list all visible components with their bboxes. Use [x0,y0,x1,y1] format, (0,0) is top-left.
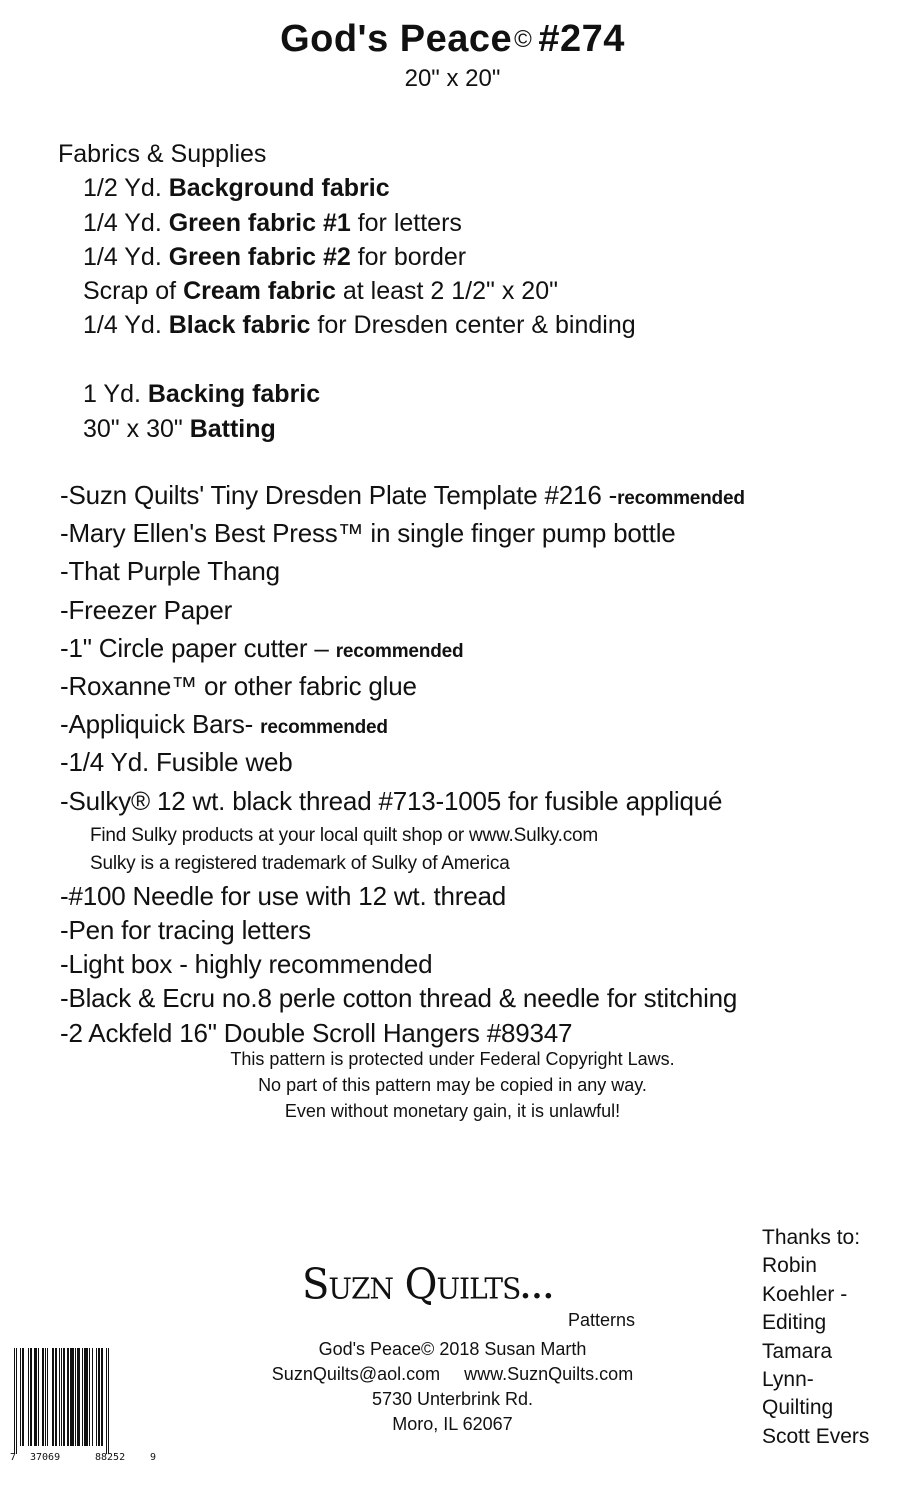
thanks-line: Thanks to: [762,1226,861,1249]
supply-item: -2 Ackfeld 16" Double Scroll Hangers #89347 [60,1017,573,1048]
supply-text: -1" Circle paper cutter – [60,632,336,663]
supplies-section [60,478,745,1050]
street-address: 5730 Unterbrink Rd. [371,1389,534,1409]
supply-item [60,516,745,554]
recommended-tag: recommended [335,640,464,662]
barcode-bar [20,1348,21,1446]
barcode-bar [108,1348,109,1454]
supply-item [60,707,745,745]
barcode-bar [67,1348,69,1446]
barcode [10,1348,158,1466]
fabric-qty: Scrap of [83,277,184,306]
fabric-qty: 1/4 Yd. [83,311,169,340]
supply-item [60,631,745,669]
barcode-bar [45,1348,46,1446]
supply-item [60,784,745,822]
copyright-line: Even without monetary gain, it is unlawful! [284,1101,621,1121]
fabric-item [58,171,636,205]
supply-item: -Pen for tracing letters [60,915,311,946]
barcode-bar [59,1348,60,1446]
fabric-name: Background fabric [168,174,390,203]
sulky-notes [60,822,745,878]
barcode-bar [82,1348,83,1446]
fabric-name: Black fabric [168,311,311,340]
supply-item: -Light box - highly recommended [60,949,433,980]
contact-block [240,1337,665,1437]
fabric-name: Cream fabric [183,277,336,306]
barcode-digits-left: 37069 [30,1452,61,1463]
fabric-use: at least 2 1/2" x 20" [335,277,558,306]
supply-item: -Black & Ecru no.8 perle cotton thread & needle for stitching [60,983,738,1014]
supply-item: -#100 Needle for use with 12 wt. thread [60,880,507,911]
contact-row [240,1362,665,1387]
fabric-name: Green fabric #2 [168,242,351,271]
copyright-notice [0,1046,905,1124]
email-link: SuznQuilts@aol.com [271,1364,441,1384]
spacer [58,343,636,378]
quilt-size: 20" x 20" [404,65,501,92]
fabric-use: for border [350,242,467,271]
supply-text: -Freezer Paper [60,594,233,625]
barcode-bar [52,1348,54,1446]
fabric-item [58,377,636,411]
fabrics-section [58,137,636,446]
fabric-item [58,240,636,274]
barcode-bar [84,1348,87,1446]
city-address: Moro, IL 62067 [392,1414,513,1434]
barcode-bar [34,1348,37,1446]
barcode-digits-right: 88252 [95,1452,126,1463]
website-link: www.SuznQuilts.com [464,1364,634,1384]
barcode-digit-first: 7 [10,1452,17,1463]
thanks-line: Koehler - [762,1282,848,1306]
copyright-line: This pattern is protected under Federal Copyright Laws. [230,1049,675,1069]
thanks-line: Quilting [762,1396,834,1420]
fabric-name: Backing fabric [147,380,321,409]
barcode-bar [106,1348,107,1454]
barcode-bars [14,1348,152,1446]
fabric-use: for Dresden center & binding [310,311,636,340]
supply-item [60,478,745,516]
thanks-line: Robin [762,1254,817,1278]
barcode-bar [77,1348,79,1446]
supply-item [60,554,745,592]
thanks-block [762,1224,869,1451]
barcode-bar [92,1348,93,1446]
fabric-qty: 30" x 30" [83,414,190,443]
supply-item [60,593,745,631]
barcode-bar [89,1348,90,1446]
barcode-bar [96,1348,97,1446]
fabric-qty: 1/4 Yd. [83,242,169,271]
logo-patterns: Patterns [568,1310,636,1330]
page-title [0,18,905,61]
supply-text: -Appliquick Bars- [60,709,261,740]
supply-item [60,669,745,707]
recommended-tag: recommended [260,717,388,739]
title-name: God's Peace [280,18,513,60]
fabric-item [58,308,636,342]
supply-text: -Roxanne™ or other fabric glue [60,671,417,702]
thanks-line: Editing [762,1311,827,1335]
supply-text: -That Purple Thang [60,556,280,587]
fabric-qty: 1/2 Yd. [83,174,169,203]
barcode-bar [16,1348,17,1454]
barcode-bar [70,1348,73,1446]
barcode-bar [55,1348,56,1446]
barcode-bar [22,1348,24,1446]
fabric-item [58,206,636,240]
suzn-quilts-logo [302,1260,636,1330]
sulky-note: Find Sulky products at your local quilt shop or www.Sulky.com [90,824,599,846]
thanks-line: Scott Evers [762,1424,870,1448]
barcode-bar [61,1348,62,1446]
barcode-digit-last: 9 [150,1452,157,1463]
thanks-line: Tamara [762,1339,833,1363]
barcode-bar [42,1348,44,1446]
supply-text: -Sulky® 12 wt. black thread #713-1005 for fusible appliqué [60,785,723,816]
barcode-bar [47,1348,48,1446]
copyright-line: No part of this pattern may be copied in any way. [258,1075,647,1095]
copyright-symbol: © [514,26,533,53]
logo-dots: ... [520,1271,555,1306]
barcode-bar [14,1348,15,1454]
copyright-line: God's Peace© 2018 Susan Marth [318,1339,587,1359]
title-block [0,18,905,93]
supply-text: -Mary Ellen's Best Press™ in single finger pump bottle [60,518,676,549]
fabrics-heading: Fabrics & Supplies [58,140,267,168]
barcode-bar [75,1348,76,1446]
fabric-qty: 1/4 Yd. [83,208,169,237]
fabric-item [58,274,636,308]
barcode-bar [101,1348,102,1446]
supply-item [60,745,745,783]
fabric-item [58,412,636,446]
thanks-line: Lynn- [762,1368,814,1392]
barcode-bar [38,1348,39,1446]
fabric-qty: 1 Yd. [83,380,148,409]
pattern-number: #274 [538,18,625,60]
sulky-note: Sulky is a registered trademark of Sulky of America [90,852,510,874]
supply-text: -Suzn Quilts' Tiny Dresden Plate Template #216 - [60,480,618,510]
barcode-bar [63,1348,64,1446]
fabric-name: Green fabric #1 [168,208,351,237]
supply-text: -1/4 Yd. Fusible web [60,747,293,778]
barcode-bar [30,1348,32,1446]
recommended-tag: recommended [617,488,745,509]
fabric-use: for letters [350,208,462,237]
fabric-name: Batting [189,414,276,443]
logo-brand: Suzn Quilts [302,1260,521,1310]
barcode-bar [98,1348,100,1446]
barcode-bar [28,1348,29,1446]
